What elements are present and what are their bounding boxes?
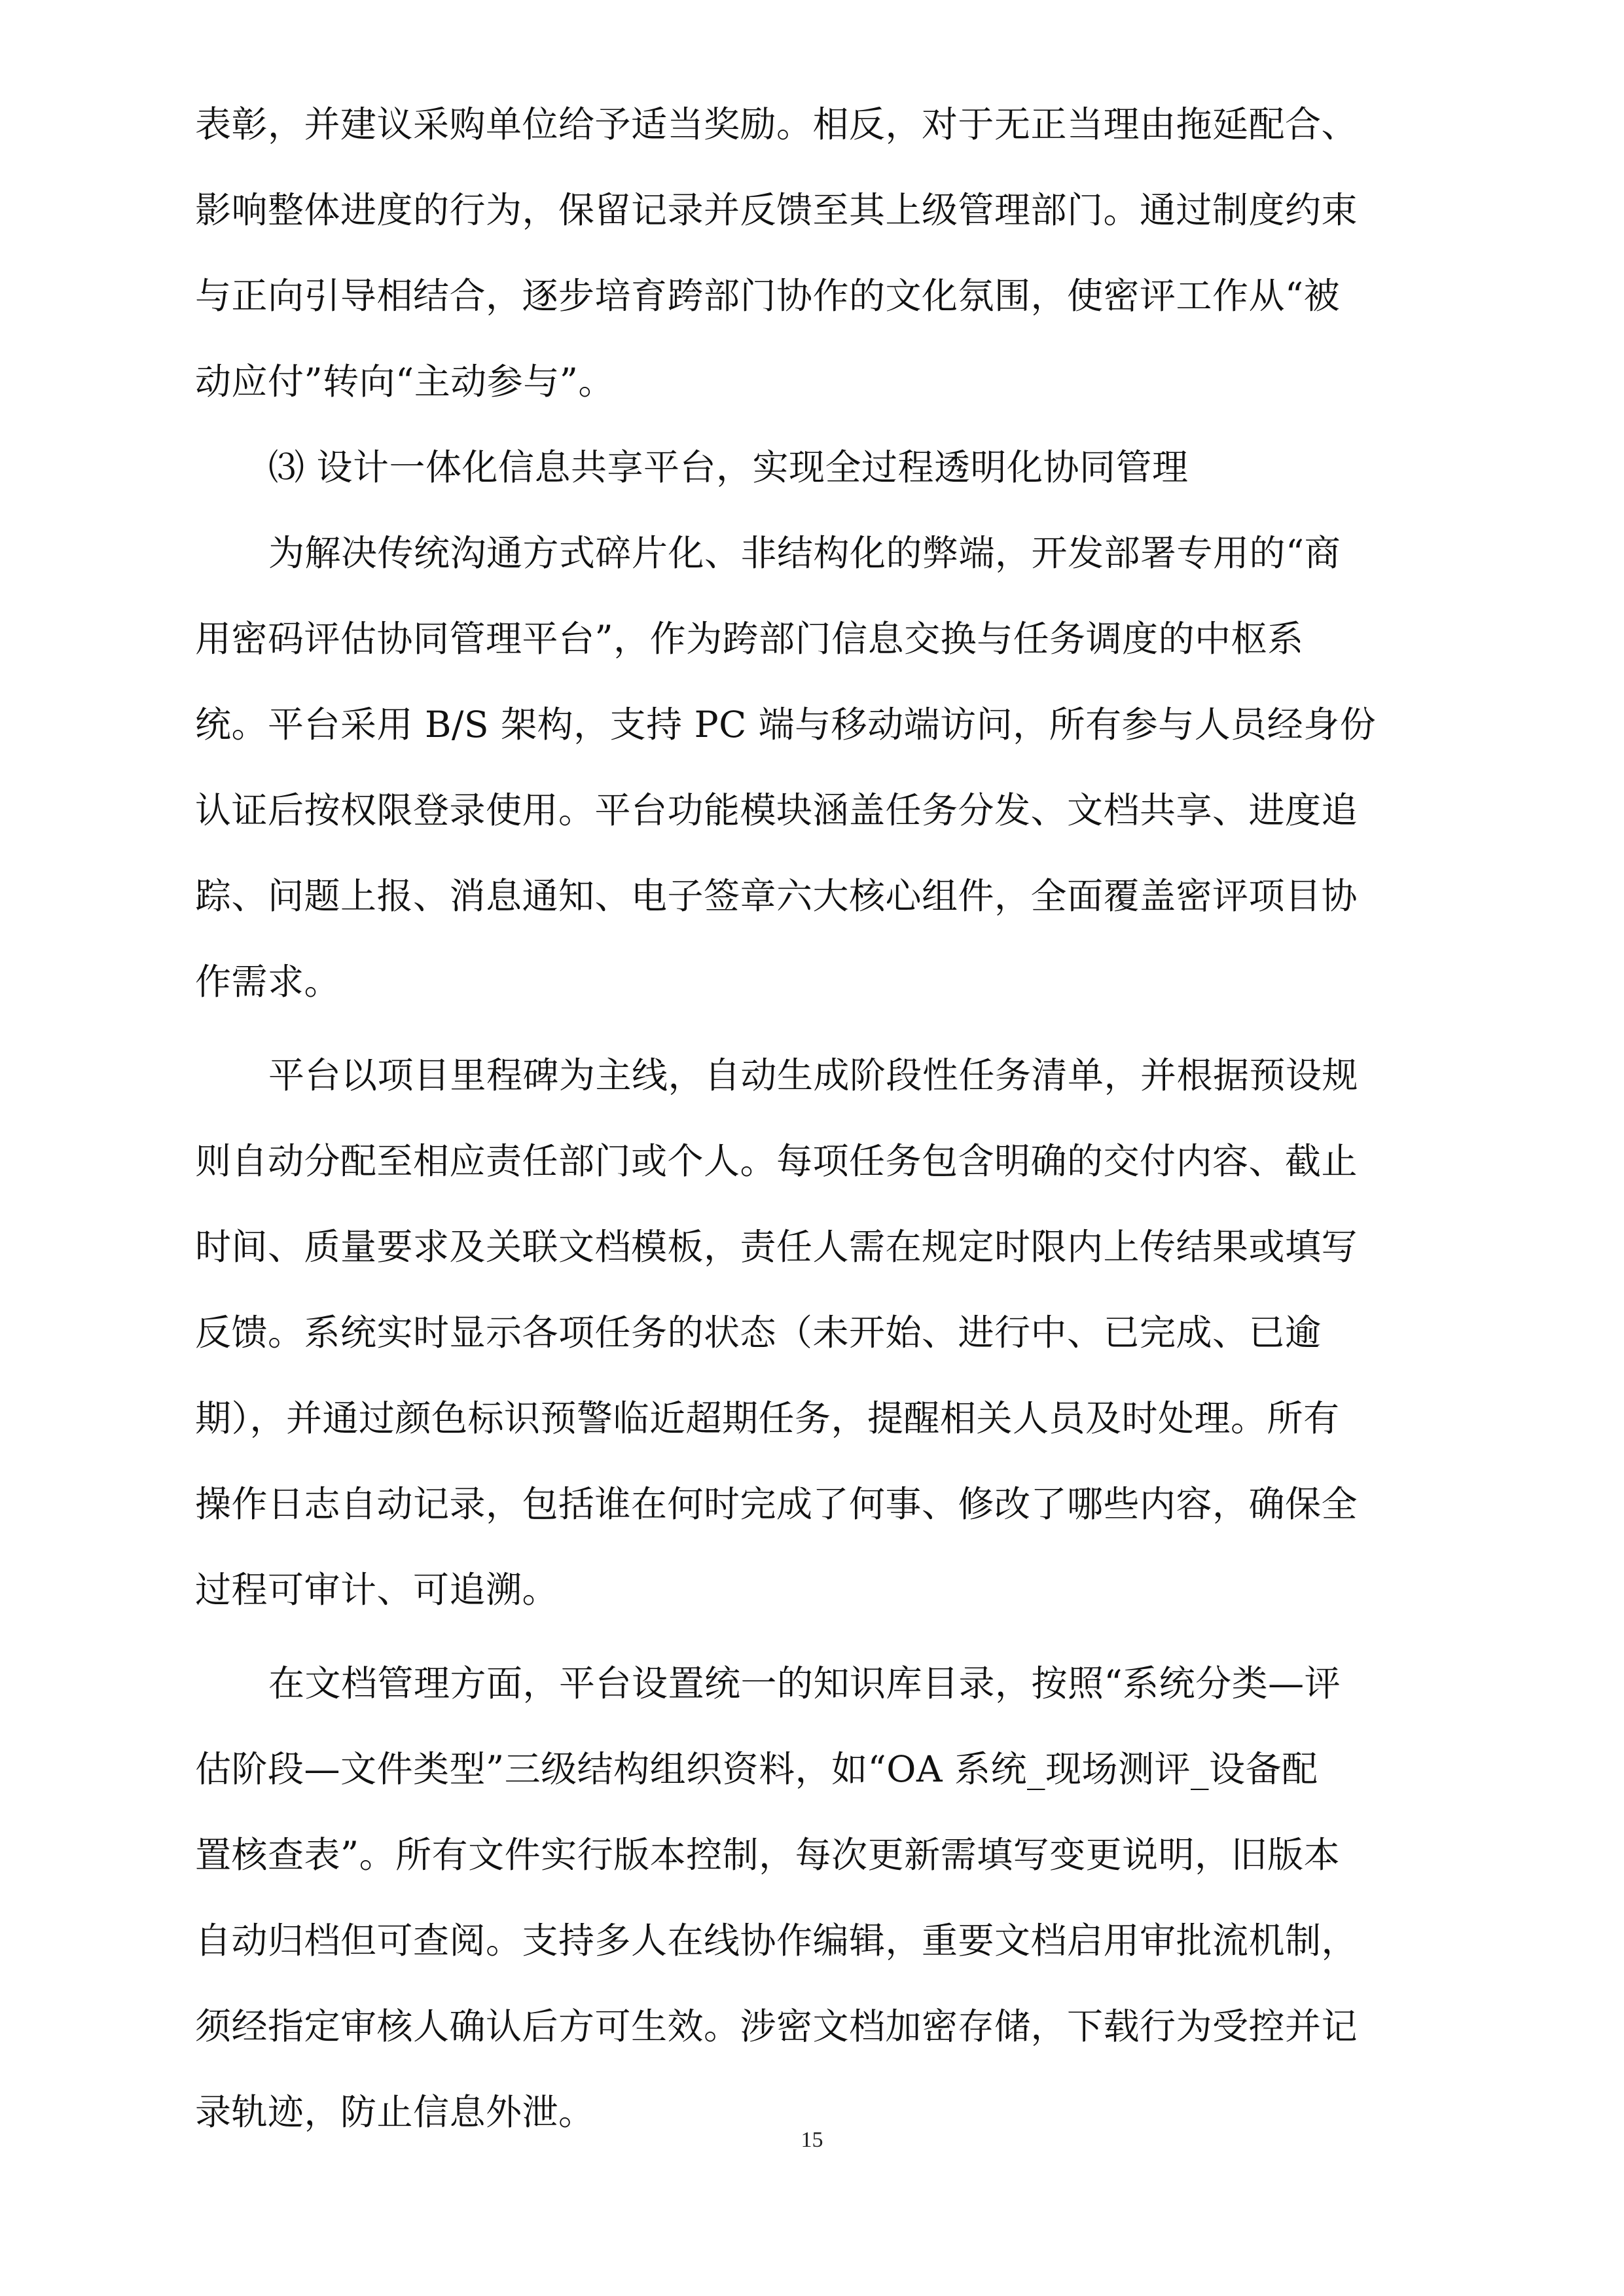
text-line: 则自动分配至相应责任部门或个人。每项任务包含明确的交付内容、截止 bbox=[195, 1140, 1358, 1182]
text-line: 须经指定审核人确认后方可生效。涉密文档加密存储，下载行为受控并记 bbox=[195, 2005, 1358, 2047]
text-line: 时间、质量要求及关联文档模板，责任人需在规定时限内上传结果或填写 bbox=[195, 1226, 1358, 1268]
text-line: 用密码评估协同管理平台”，作为跨部门信息交换与任务调度的中枢系 bbox=[195, 618, 1304, 660]
text-line: 自动归档但可查阅。支持多人在线协作编辑，重要文档启用审批流机制， bbox=[195, 1920, 1358, 1962]
text-line: 影响整体进度的行为，保留记录并反馈至其上级管理部门。通过制度约束 bbox=[195, 189, 1358, 231]
text-line: 期），并通过颜色标识预警临近超期任务，提醒相关人员及时处理。所有 bbox=[195, 1397, 1340, 1439]
text-line: 认证后按权限登录使用。平台功能模块涵盖任务分发、文档共享、进度追 bbox=[195, 789, 1358, 831]
text-line: 动应付”转向“主动参与”。 bbox=[195, 361, 615, 403]
text-line: 过程可审计、可追溯。 bbox=[195, 1569, 559, 1611]
text-line: 统。平台采用 B/S 架构，支持 PC 端与移动端访问，所有参与人员经身份 bbox=[195, 704, 1377, 745]
text-line: ⑶ 设计一体化信息共享平台，实现全过程透明化协同管理 bbox=[268, 446, 1189, 488]
text-line: 操作日志自动记录，包括谁在何时完成了何事、修改了哪些内容，确保全 bbox=[195, 1483, 1358, 1525]
text-line: 踪、问题上报、消息通知、电子签章六大核心组件，全面覆盖密评项目协 bbox=[195, 875, 1358, 917]
text-line: 平台以项目里程碑为主线，自动生成阶段性任务清单，并根据预设规 bbox=[268, 1054, 1359, 1096]
text-line: 在文档管理方面，平台设置统一的知识库目录，按照“系统分类—评 bbox=[268, 1662, 1341, 1704]
text-line: 作需求。 bbox=[195, 961, 341, 1003]
text-line: 置核查表”。所有文件实行版本控制，每次更新需填写变更说明，旧版本 bbox=[195, 1834, 1341, 1876]
body-text bbox=[195, 82, 1439, 2155]
page-number: 15 bbox=[801, 2128, 823, 2152]
text-line: 表彰，并建议采购单位给予适当奖励。相反，对于无正当理由拖延配合、 bbox=[195, 103, 1358, 145]
text-line: 为解决传统沟通方式碎片化、非结构化的弊端，开发部署专用的“商 bbox=[268, 532, 1341, 574]
text-line: 录轨迹，防止信息外泄。 bbox=[195, 2091, 595, 2133]
text-line: 与正向引导相结合，逐步培育跨部门协作的文化氛围，使密评工作从“被 bbox=[195, 275, 1341, 317]
text-line: 估阶段—文件类型”三级结构组织资料，如“OA 系统_现场测评_设备配 bbox=[195, 1748, 1318, 1790]
text-line: 反馈。系统实时显示各项任务的状态（未开始、进行中、已完成、已逾 bbox=[195, 1312, 1322, 1354]
